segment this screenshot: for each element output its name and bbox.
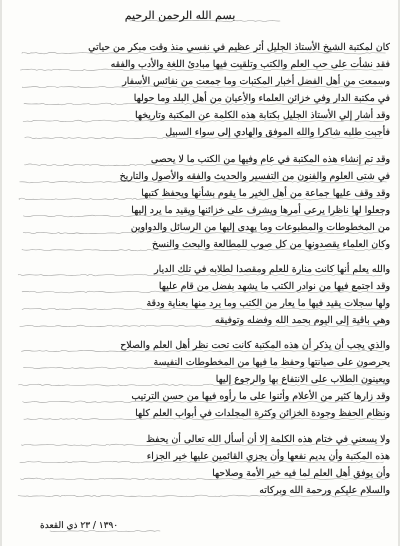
letter-line-4: في مكتبة الدار وفي خزائن العلماء والأعيان من أهل البلد وما حولها [133,93,390,104]
letter-line-3: وسمعت من أهل الفضل أخبار المكتبات وما جمعت من نفائس الأسفار [122,76,390,87]
letter-line-2: فقد نشأت على حب العلم والكتب وتلقيت فيها مبادئ اللغة والأدب والفقه [110,59,390,70]
letter-line-1: كان لمكتبة الشيخ الأستاذ الجليل أثر عظيم في نفسي منذ وقت مبكر من حياتي [88,42,390,53]
letter-line-6: فأجبت طلبه شاكرا والله الموفق والهادي إلى سواء السبيل [165,127,390,138]
letter-line-26: ولا يسعني في ختام هذه الكلمة إلا أن أسأل الله تعالى أن يحفظ [146,434,390,445]
letter-line-18: وهي باقية إلى اليوم بحمد الله وفضله وتوفيقه [214,315,390,326]
letter-line-17: ولها سجلات يقيد فيها ما يعار من الكتب وما يرد منها بعناية ودقة [146,298,390,309]
letter-line-23: وقد زارها كثير من الأعلام وأثنوا على ما رأوه فيها من حسن الترتيب [131,391,390,402]
letter-line-5: وقد أشار إلي الأستاذ الجليل بكتابة هذه الكلمة عن المكتبة وتاريخها [135,110,390,121]
letter-line-9: في شتى العلوم والفنون من التفسير والحديث والفقه والأصول والتاريخ [119,171,390,182]
letter-line-21: يحرصون على صيانتها وحفظ ما فيها من المخطوطات النفيسة [153,357,390,368]
letter-line-13: وكان العلماء يقصدونها من كل صوب للمطالعة والبحث والنسخ [151,239,390,250]
letter-line-22: ويعينون الطلاب على الانتفاع بها والرجوع إليها [215,374,390,385]
letter-line-16: وقد اجتمع فيها من نوادر الكتب ما يشهد بفضل من قام عليها [158,281,390,292]
letter-line-10: وقد وقف عليها جماعة من أهل الخير ما يقوم بشأنها ويحفظ كتبها [141,188,390,199]
letter-line-29: والسلام عليكم ورحمة الله وبركاته [259,485,390,496]
letter-opening-line: بسم الله الرحمن الرحيم [124,9,236,22]
letter-line-12: من المخطوطات والمطبوعات وما يهدى إليها من الرسائل والدواوين [130,222,390,233]
letter-date-footer: ١٣٩٠ / ٢٣ ذي القعدة [40,521,119,531]
letter-line-8: وقد تم إنشاء هذه المكتبة في عام وفيها من الكتب ما لا يحصى [150,154,390,165]
letter-line-20: والذي يجب أن يذكر أن هذه المكتبة كانت تحت نظر أهل العلم والصلاح [120,340,390,351]
letter-line-27: هذه المكتبة وأن يديم نفعها وأن يجزي القائمين عليها خير الجزاء [146,451,390,462]
letter-line-28: وأن يوفق أهل العلم لما فيه خير الأمة وصلاحها [212,468,390,479]
letter-line-15: والله يعلم أنها كانت منارة للعلم ومقصدا لطلابه في تلك الديار [154,264,390,275]
letter-line-24: ونظام الحفظ وجودة الخزائن وكثرة المجلدات في أبواب العلم كلها [135,408,390,419]
letter-line-11: وجعلوا لها ناظرا يرعى أمرها ويشرف على خزائنها ويقيد ما يرد إليها [131,205,390,216]
